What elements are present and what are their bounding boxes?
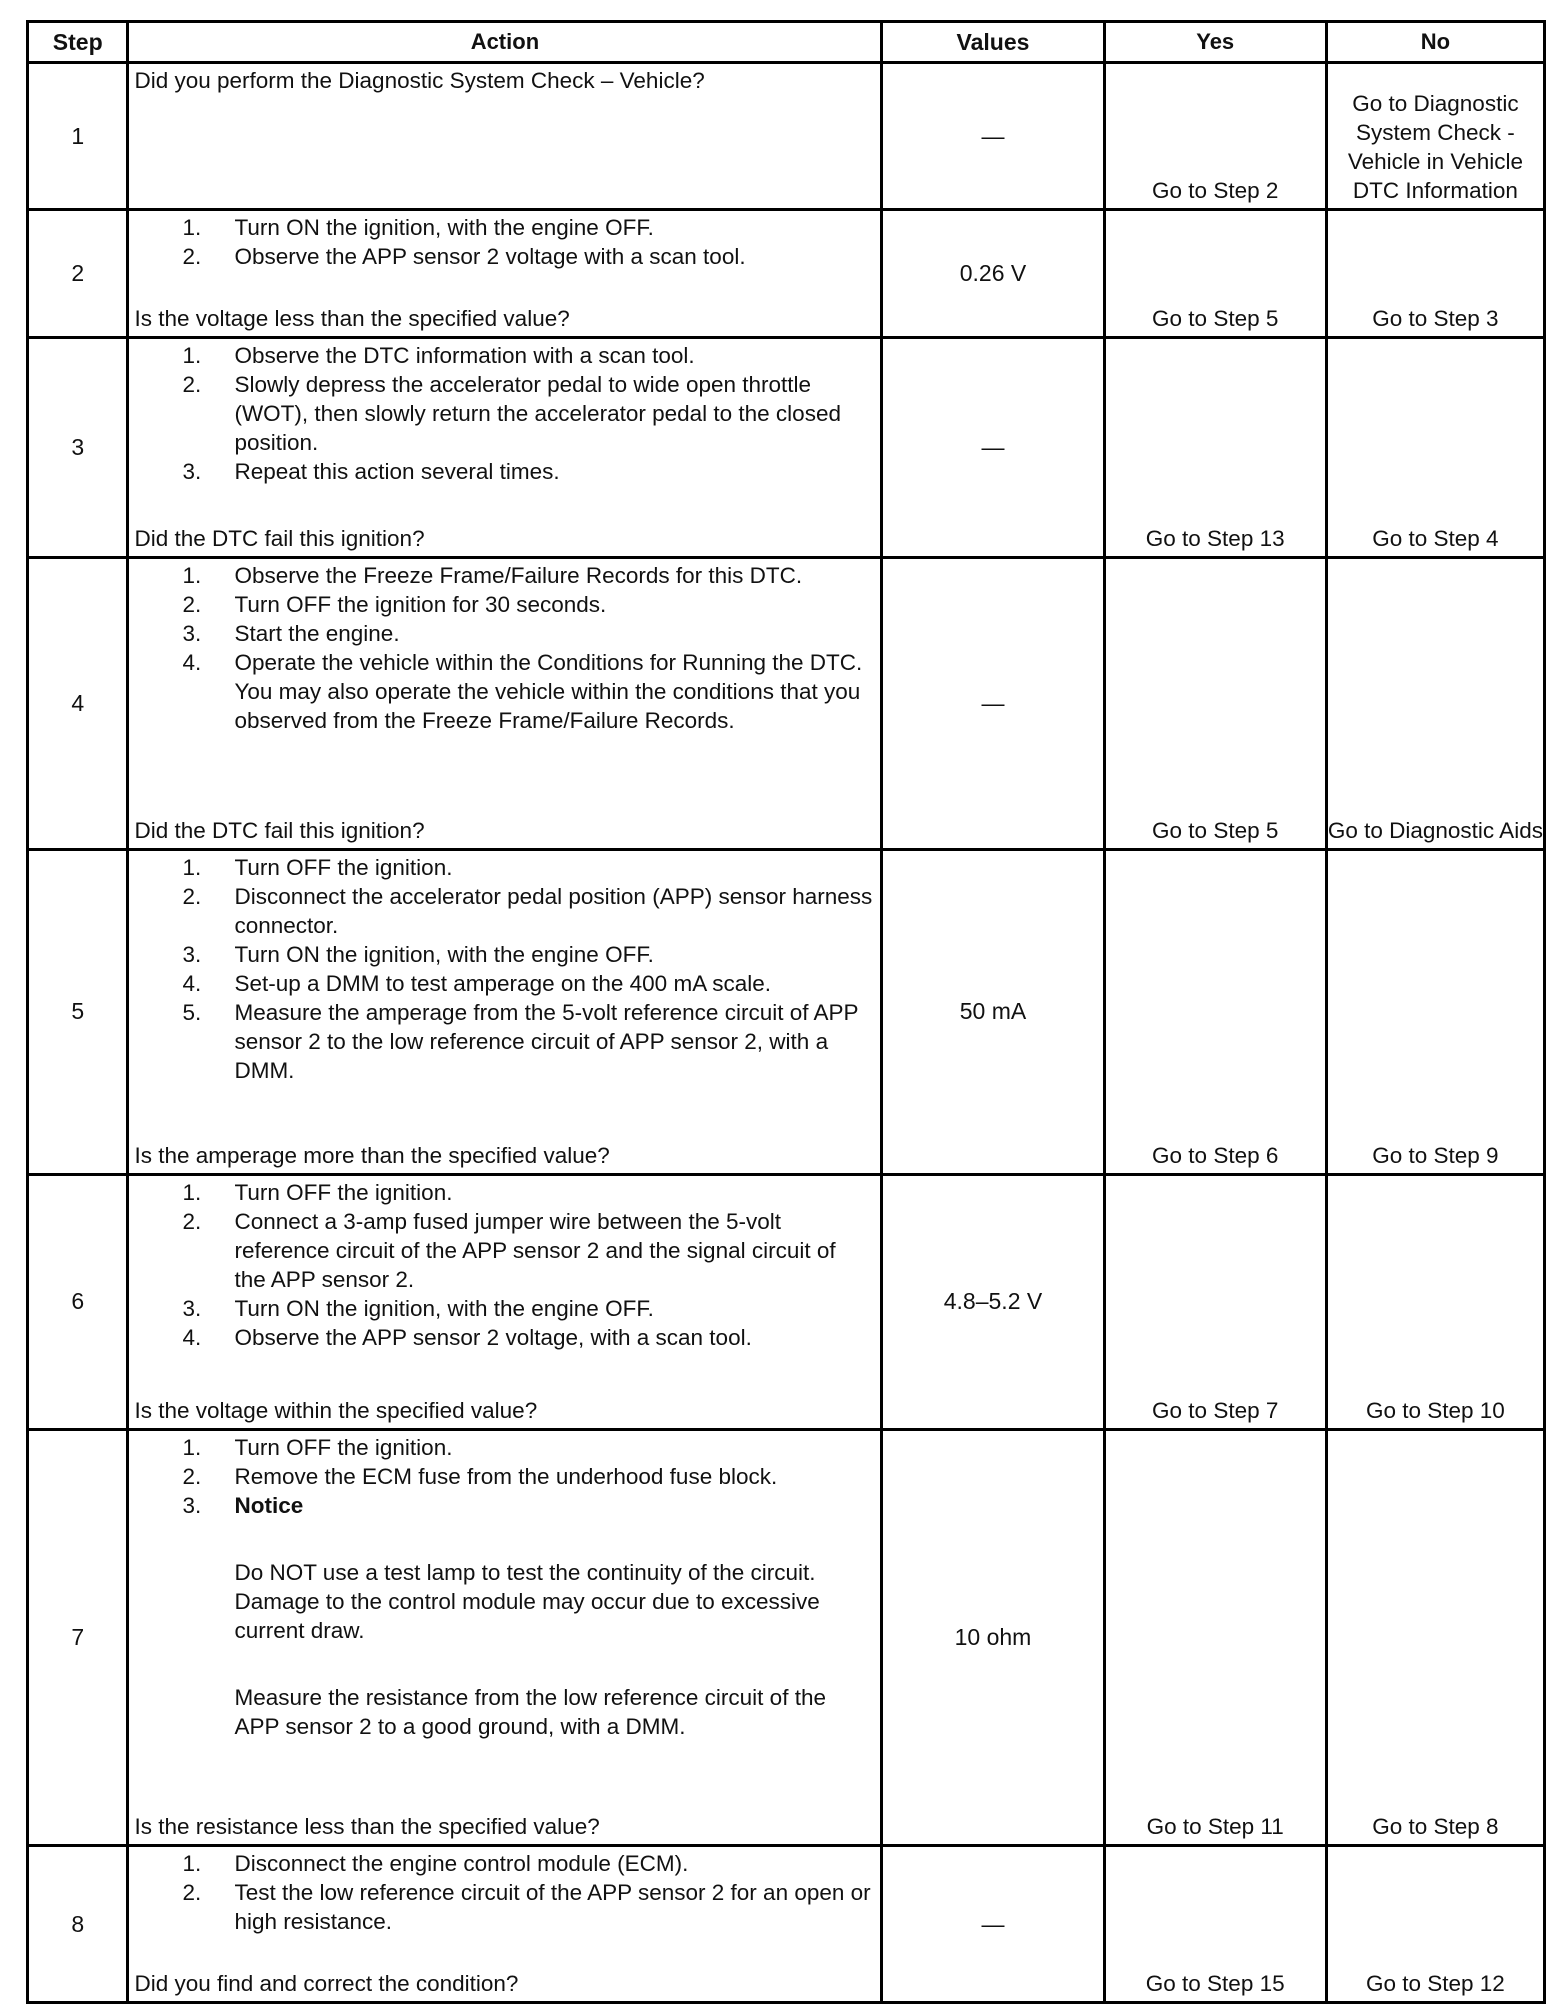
table-row <box>28 338 1545 558</box>
list-item <box>134 648 872 735</box>
question-text: Did the DTC fail this ignition? <box>134 818 425 844</box>
yes-cell <box>1104 63 1326 210</box>
item-text: Turn OFF the ignition for 30 seconds. <box>234 591 607 617</box>
value-cell: 4.8–5.2 V <box>882 1174 1104 1429</box>
action-steps <box>134 1849 872 1936</box>
no-label: Go to Step 4 <box>1372 525 1499 551</box>
table-row <box>28 63 1545 210</box>
item-text: Turn ON the ignition, with the engine OFF. <box>234 1295 654 1321</box>
table-row <box>28 557 1545 849</box>
step-list <box>134 213 872 271</box>
list-item <box>134 561 872 590</box>
action-content <box>129 851 880 1173</box>
yes-cell <box>1104 1846 1326 2003</box>
item-number: 3. <box>182 459 202 485</box>
question-text: Is the resistance less than the specified value? <box>134 1814 600 1839</box>
list-item <box>134 619 872 648</box>
item-number: 1. <box>182 855 202 881</box>
list-item <box>134 242 872 271</box>
yes-text <box>1106 211 1325 336</box>
question-text: Did you perform the Diagnostic System Check – Vehicle? <box>134 68 705 93</box>
value-cell: — <box>882 63 1104 210</box>
header-action: Action <box>128 22 882 63</box>
list-item <box>134 969 872 998</box>
item-text: Turn OFF the ignition. <box>234 1434 453 1460</box>
item-text: Turn OFF the ignition. <box>234 855 453 881</box>
no-cell <box>1326 557 1544 849</box>
action-steps <box>134 1433 872 1741</box>
list-item <box>134 1178 872 1207</box>
item-number: 3. <box>182 942 202 968</box>
item-number: 2. <box>182 591 202 617</box>
item-text: Slowly depress the accelerator pedal to wide open throttle (WOT), then slowly return the accelerator pedal to the closed position. <box>234 372 841 456</box>
header-step: Step <box>28 22 128 63</box>
item-number: 3. <box>182 1492 202 1518</box>
action-steps <box>134 213 872 271</box>
yes-cell <box>1104 1174 1326 1429</box>
step-number: 2 <box>28 210 128 338</box>
action-steps <box>134 341 872 486</box>
yes-cell <box>1104 557 1326 849</box>
list-item <box>134 213 872 242</box>
no-cell <box>1326 63 1544 210</box>
no-label: Go to Diagnostic Aids <box>1327 818 1543 844</box>
action-content <box>129 339 880 556</box>
yes-label: Go to Step 7 <box>1152 1397 1279 1423</box>
list-item <box>134 1433 872 1462</box>
item-number: 3. <box>182 620 202 646</box>
action-content <box>129 64 880 208</box>
step-list <box>134 1433 872 1741</box>
yes-cell <box>1104 338 1326 558</box>
item-text: Observe the DTC information with a scan tool. <box>234 343 695 369</box>
step-list <box>134 341 872 486</box>
action-cell <box>128 1429 882 1845</box>
list-item <box>134 1294 872 1323</box>
item-text: Disconnect the accelerator pedal position (APP) sensor harness connector. <box>234 884 873 939</box>
yes-label: Go to Step 2 <box>1152 178 1279 204</box>
action-content <box>129 211 880 336</box>
list-item <box>134 1207 872 1294</box>
header-yes: Yes <box>1104 22 1326 63</box>
step-list <box>134 1178 872 1352</box>
step-list <box>134 853 872 1085</box>
no-text <box>1328 851 1543 1173</box>
yes-label: Go to Step 13 <box>1145 525 1285 551</box>
list-item <box>134 1462 872 1491</box>
yes-label: Go to Step 6 <box>1152 1142 1279 1168</box>
no-cell <box>1326 210 1544 338</box>
header-values: Values <box>882 22 1104 63</box>
step-number: 7 <box>28 1429 128 1845</box>
item-number: 1. <box>182 1434 202 1460</box>
no-label: Go to Step 8 <box>1372 1814 1499 1839</box>
list-item <box>134 882 872 940</box>
yes-label: Go to Step 5 <box>1152 306 1279 332</box>
action-steps <box>134 561 872 735</box>
step-number: 6 <box>28 1174 128 1429</box>
value-cell: 0.26 V <box>882 210 1104 338</box>
item-number: 1. <box>182 1179 202 1205</box>
yes-cell <box>1104 1429 1326 1845</box>
no-text <box>1328 559 1543 848</box>
table-row <box>28 1174 1545 1429</box>
list-item <box>134 370 872 457</box>
step-number: 4 <box>28 557 128 849</box>
item-number: 5. <box>182 1000 202 1026</box>
yes-text <box>1106 339 1325 556</box>
no-label: Go to Step 9 <box>1372 1142 1499 1168</box>
no-cell <box>1326 1429 1544 1845</box>
item-text: Operate the vehicle within the Conditions for Running the DTC. You may also operate the vehicle within the conditions that you observed from the Freeze Frame/Failure Records. <box>234 649 863 733</box>
action-content <box>129 1431 880 1844</box>
item-number: 4. <box>182 971 202 997</box>
no-label: Go to Step 3 <box>1372 306 1499 332</box>
question-text: Is the amperage more than the specified value? <box>134 1142 610 1168</box>
table-row <box>28 1429 1545 1845</box>
item-text: Measure the amperage from the 5-volt reference circuit of APP sensor 2 to the low reference circuit of APP sensor 2, with a DMM. <box>234 1000 859 1084</box>
question-text: Is the voltage within the specified value? <box>134 1397 538 1423</box>
list-item <box>134 1491 872 1741</box>
yes-text <box>1106 559 1325 848</box>
item-text: Remove the ECM fuse from the underhood fuse block. <box>234 1463 778 1489</box>
list-item <box>134 457 872 486</box>
item-text: Connect a 3-amp fused jumper wire between the 5-volt reference circuit of the APP sensor 2 and the signal circuit of the APP sensor 2. <box>234 1208 836 1292</box>
no-cell <box>1326 850 1544 1175</box>
yes-text <box>1106 1431 1325 1844</box>
item-text: Observe the Freeze Frame/Failure Records for this DTC. <box>234 562 803 588</box>
no-text <box>1328 211 1543 336</box>
list-item <box>134 853 872 882</box>
item-number: 2. <box>182 372 202 398</box>
item-number: 3. <box>182 1295 202 1321</box>
action-cell <box>128 338 882 558</box>
no-label: Go to Step 10 <box>1365 1397 1505 1423</box>
no-text <box>1328 1847 1543 2001</box>
value-cell: — <box>882 1846 1104 2003</box>
item-number: 4. <box>182 649 202 675</box>
item-text: Turn ON the ignition, with the engine OFF. <box>234 215 654 241</box>
step-number: 8 <box>28 1846 128 2003</box>
action-cell <box>128 210 882 338</box>
value-cell: 50 mA <box>882 850 1104 1175</box>
item-text: Start the engine. <box>234 620 400 646</box>
table-row <box>28 210 1545 338</box>
yes-label: Go to Step 11 <box>1146 1814 1284 1839</box>
value-cell: — <box>882 338 1104 558</box>
item-number: 2. <box>182 884 202 910</box>
value-cell: — <box>882 557 1104 849</box>
item-text: Disconnect the engine control module (ECM). <box>234 1851 689 1876</box>
yes-text <box>1106 1847 1325 2001</box>
yes-cell <box>1104 850 1326 1175</box>
action-cell <box>128 557 882 849</box>
item-number: 2. <box>182 1880 202 1905</box>
action-cell <box>128 850 882 1175</box>
no-text <box>1328 64 1543 208</box>
action-steps <box>134 853 872 1085</box>
table-row <box>28 850 1545 1175</box>
yes-label: Go to Step 5 <box>1152 818 1279 844</box>
step-list <box>134 1849 872 1936</box>
item-number: 2. <box>182 1208 202 1234</box>
item-number: 2. <box>182 244 202 270</box>
item-number: 2. <box>182 1463 202 1489</box>
no-text <box>1328 1176 1543 1428</box>
yes-text <box>1106 64 1325 208</box>
item-text: Turn ON the ignition, with the engine OFF. <box>234 942 654 968</box>
no-label: Go to Diagnostic System Check - Vehicle in Vehicle DTC Information <box>1347 91 1523 204</box>
list-item <box>134 1323 872 1352</box>
list-item <box>134 940 872 969</box>
no-text <box>1328 339 1543 556</box>
action-steps <box>134 1178 872 1352</box>
list-item <box>134 1849 872 1878</box>
list-item <box>134 1878 872 1936</box>
header-row <box>28 22 1545 63</box>
item-text: Turn OFF the ignition. <box>234 1179 453 1205</box>
item-text: Observe the APP sensor 2 voltage with a scan tool. <box>234 244 746 270</box>
step-number: 1 <box>28 63 128 210</box>
item-number: 4. <box>182 1324 202 1350</box>
no-cell <box>1326 1846 1544 2003</box>
diagnostic-table <box>26 20 1546 2004</box>
question-text: Is the voltage less than the specified value? <box>134 306 570 332</box>
list-item <box>134 590 872 619</box>
action-content <box>129 1176 880 1428</box>
value-cell: 10 ohm <box>882 1429 1104 1845</box>
no-text <box>1328 1431 1543 1844</box>
item-text: Repeat this action several times. <box>234 459 560 485</box>
action-cell <box>128 1846 882 2003</box>
notice-title: Notice <box>234 1492 304 1518</box>
list-item <box>134 341 872 370</box>
question-text: Did the DTC fail this ignition? <box>134 525 425 551</box>
yes-label: Go to Step 15 <box>1145 1971 1285 1996</box>
action-cell <box>128 1174 882 1429</box>
list-item <box>134 998 872 1085</box>
action-content <box>129 1847 880 2001</box>
no-label: Go to Step 12 <box>1365 1971 1505 1996</box>
notice-text: Do NOT use a test lamp to test the continuity of the circuit. Damage to the control module may occur due to excessive current draw. <box>234 1559 820 1643</box>
item-text: Test the low reference circuit of the APP sensor 2 for an open or high resistance. <box>234 1880 871 1934</box>
step-list <box>134 561 872 735</box>
item-number: 1. <box>182 1851 202 1876</box>
step-number: 5 <box>28 850 128 1175</box>
header-no: No <box>1326 22 1544 63</box>
step-number: 3 <box>28 338 128 558</box>
item-number: 1. <box>182 343 202 369</box>
item-number: 1. <box>182 215 202 241</box>
question-text: Did you find and correct the condition? <box>134 1971 519 1996</box>
item-text: Set-up a DMM to test amperage on the 400 mA scale. <box>234 971 771 997</box>
item-number: 1. <box>182 562 202 588</box>
notice-measure: Measure the resistance from the low reference circuit of the APP sensor 2 to a good ground, with a DMM. <box>234 1684 826 1739</box>
action-cell <box>128 63 882 210</box>
no-cell <box>1326 1174 1544 1429</box>
yes-text <box>1106 1176 1325 1428</box>
yes-text <box>1106 851 1325 1173</box>
action-content <box>129 559 880 848</box>
yes-cell <box>1104 210 1326 338</box>
item-text: Observe the APP sensor 2 voltage, with a scan tool. <box>234 1324 752 1350</box>
no-cell <box>1326 338 1544 558</box>
table-row <box>28 1846 1545 2003</box>
